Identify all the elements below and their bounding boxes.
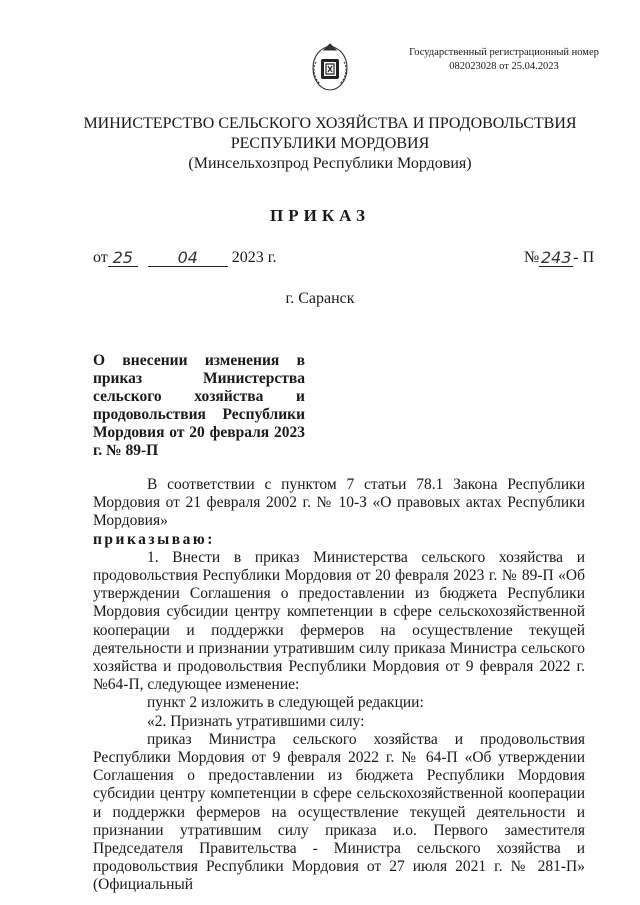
city: г. Саранск [285, 290, 355, 307]
ministry-short-name: (Минсельхозпрод Республики Мордовия) [188, 155, 472, 172]
order-number [524, 248, 594, 267]
date-day: 25 [108, 248, 138, 267]
order-body [93, 476, 585, 895]
order-subject: О внесении изменения в приказ Министерства сельского хозяйства и продовольствия Республики Мордовия от 20 февраля 2023 г. № 89-П [93, 352, 305, 459]
number-value: 243 [540, 248, 572, 267]
number-prefix: № [524, 249, 540, 266]
paragraph-item-1: 1. Внести в приказ Министерства сельского хозяйства и продовольствия Республики Мордовия от 20 февраля 2023 г. № 89-П «Об утверждении Соглашения о предоставлении из бюджета Республики Мордовия субсидии центру компетенции в сфере сельскохозяйственной кооперации и поддержки фермеров на осуществление текущей деятельности и признании утратившим силу приказа Министра сельского хозяйства и продовольствия Республики Мордовия от 9 февраля 2022 г. №64-П, следующее изменение: [93, 548, 585, 694]
ministry-name-line-1: МИНИСТЕРСТВО СЕЛЬСКОГО ХОЗЯЙСТВА И ПРОДОВОЛЬСТВИЯ [83, 115, 577, 132]
date-year: 2023 г. [231, 249, 277, 266]
order-title: ПРИКАЗ [270, 206, 370, 225]
paragraph-repealed-order: приказ Министра сельского хозяйства и продовольствия Республики Мордовия от 9 февраля 2022 г. № 64-П «Об утверждении Соглашения о предоставлении из бюджета Республики Мордовия субсидии центру компетенции в сфере сельскохозяйственной кооперации и поддержки фермеров на осуществление текущей деятельности и признании утратившим силу приказа и.о. Первого заместителя Председателя Правительства - Министра сельского хозяйства и продовольствия Республики Мордовия от 27 июля 2021 г. № 281-П» (Официальный [93, 730, 585, 894]
number-suffix: - П [573, 249, 595, 266]
order-word: приказываю: [93, 530, 215, 548]
paragraph-basis: В соответствии с пунктом 7 статьи 78.1 Закона Республики Мордовия от 21 февраля 2002 г. № 10-З «О правовых актах Республики Мордовия» [93, 476, 585, 530]
ministry-name-line-2: РЕСПУБЛИКИ МОРДОВИЯ [230, 135, 430, 152]
emblem-icon [308, 42, 352, 94]
registration-line-2: 082023028 от 25.04.2023 [449, 61, 559, 72]
order-date [93, 248, 277, 267]
paragraph-item-2-intro: пункт 2 изложить в следующей редакции: [147, 694, 424, 712]
paragraph-new-point-2: «2. Признать утратившими силу: [147, 712, 365, 730]
date-prefix: от [93, 249, 108, 266]
coat-of-arms-emblem [308, 42, 352, 94]
registration-note [390, 46, 618, 74]
date-month: 04 [148, 248, 228, 267]
registration-line-1: Государственный регистрационный номер [409, 47, 599, 58]
